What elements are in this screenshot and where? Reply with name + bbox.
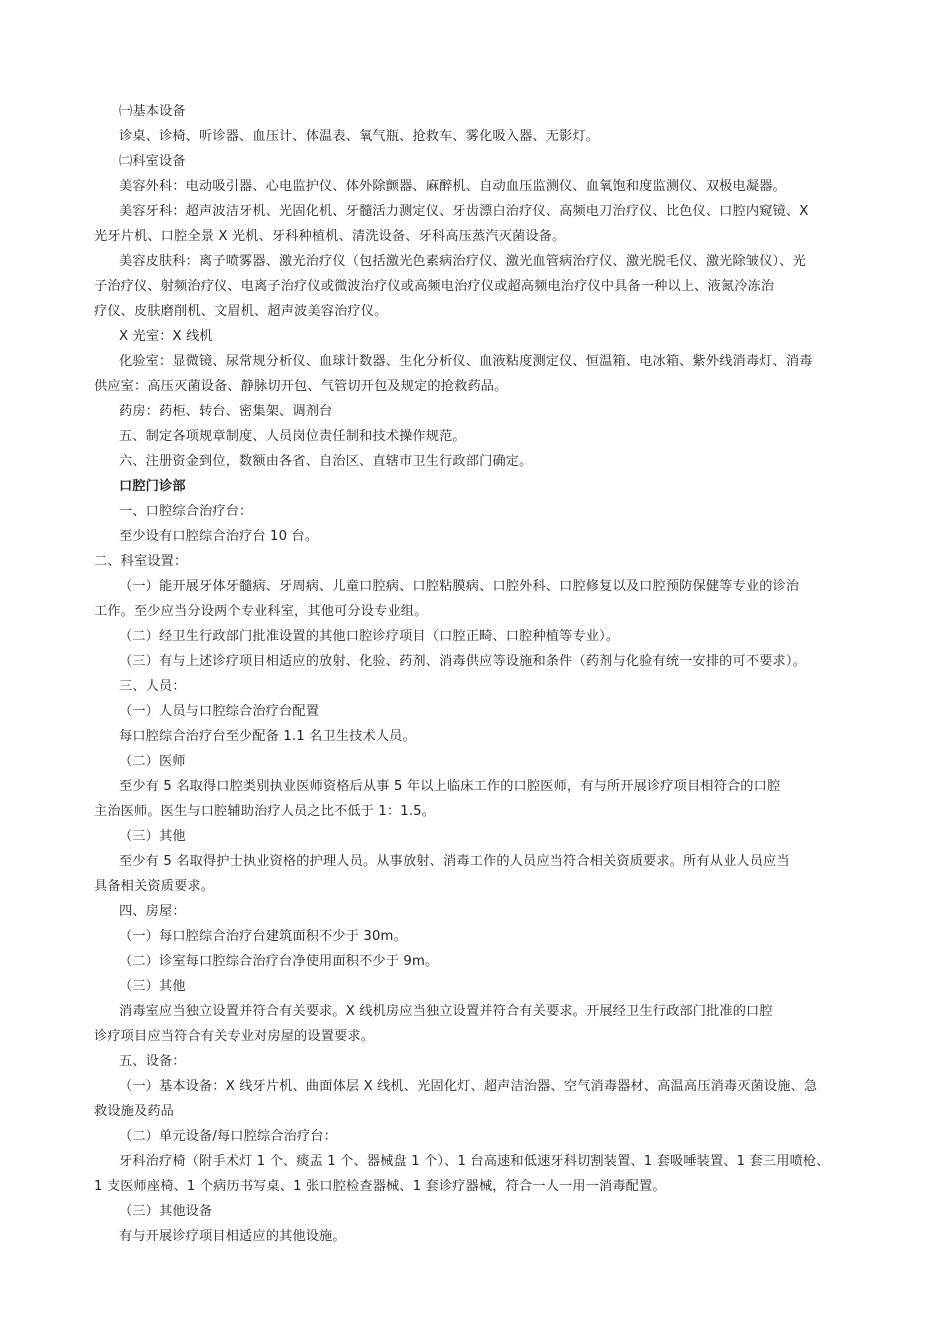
section-heading: 口腔门诊部 <box>119 479 186 494</box>
text-line: （三）其他 <box>119 829 186 844</box>
text-line: 药房：药柜、转台、密集架、调剂台 <box>119 404 333 419</box>
text-line: （一）每口腔综合治疗台建筑面积不少于 30m。 <box>119 929 407 944</box>
text-line: 光牙片机、口腔全景 X 光机、牙科种植机、清洗设备、牙科高压蒸汽灭菌设备。 <box>94 229 566 244</box>
text-line: 二、科室设置： <box>94 554 188 569</box>
text-line: 工作。至少应当分设两个专业科室，其他可分设专业组。 <box>94 604 428 619</box>
text-line: 诊桌、诊椅、听诊器、血压计、体温表、氧气瓶、抢救车、雾化吸入器、无影灯。 <box>119 129 600 144</box>
text-line: 救设施及药品 <box>94 1104 175 1119</box>
text-line: 五、设备： <box>119 1054 186 1069</box>
text-line: （二）医师 <box>119 754 186 769</box>
text-line: 牙科治疗椅（附手术灯 1 个、痰盂 1 个、器械盘 1 个）、1 台高速和低速牙科切割装置、1 套吸唾装置、1 套三用喷枪、 <box>119 1154 830 1169</box>
text-line: 化验室：显微镜、尿常规分析仪、血球计数器、生化分析仪、血液粘度测定仪、恒温箱、电冰箱、紫外线消毒灯、消毒 <box>119 354 813 369</box>
text-line: 供应室：高压灭菌设备、静脉切开包、气管切开包及规定的抢救药品。 <box>94 379 508 394</box>
text-line: （二）单元设备/每口腔综合治疗台： <box>119 1129 337 1144</box>
text-line: ㈠基本设备 <box>119 104 186 119</box>
text-line: 主治医师。医生与口腔辅助治疗人员之比不低于 1：1.5。 <box>94 804 436 819</box>
text-line: 有与开展诊疗项目相适应的其他设施。 <box>119 1229 346 1244</box>
text-line: 四、房屋： <box>119 904 186 919</box>
text-line: 至少设有口腔综合治疗台 10 台。 <box>119 529 319 544</box>
text-line: 三、人员： <box>119 679 186 694</box>
text-line: 疗仪、皮肤磨削机、文眉机、超声波美容治疗仪。 <box>94 304 388 319</box>
text-line: （三）其他设备 <box>119 1204 213 1219</box>
text-line: （二）诊室每口腔综合治疗台净使用面积不少于 9m。 <box>119 954 439 969</box>
text-line: （一）基本设备：X 线牙片机、曲面体层 X 线机、光固化灯、超声洁治器、空气消毒器材、高温高压消毒灭菌设施、急 <box>119 1079 818 1094</box>
text-line: （一）人员与口腔综合治疗台配置 <box>119 704 320 719</box>
text-line: 诊疗项目应当符合有关专业对房屋的设置要求。 <box>94 1029 375 1044</box>
text-line: 至少有 5 名取得护士执业资格的护理人员。从事放射、消毒工作的人员应当符合相关资质要求。所有从业人员应当 <box>119 854 790 869</box>
text-line: 至少有 5 名取得口腔类别执业医师资格后从事 5 年以上临床工作的口腔医师，有与所开展诊疗项目相符合的口腔 <box>119 779 781 794</box>
text-line: 美容牙科：超声波洁牙机、光固化机、牙髓活力测定仪、牙齿漂白治疗仪、高频电刀治疗仪、比色仪、口腔内窥镜、X <box>119 204 809 219</box>
text-line: 美容皮肤科：离子喷雾器、激光治疗仪（包括激光色素病治疗仪、激光血管病治疗仪、激光脱毛仪、激光除皱仪）、光 <box>119 254 806 269</box>
text-line: （二）经卫生行政部门批准设置的其他口腔诊疗项目（口腔正畸、口腔种植等专业）。 <box>119 629 620 644</box>
text-line: （一）能开展牙体牙髓病、牙周病、儿童口腔病、口腔粘膜病、口腔外科、口腔修复以及口腔预防保健等专业的诊治 <box>119 579 800 594</box>
text-line: 六、注册资金到位，数额由各省、自治区、直辖市卫生行政部门确定。 <box>119 454 533 469</box>
text-line: 五、制定各项规章制度、人员岗位责任制和技术操作规范。 <box>119 429 466 444</box>
text-line: 每口腔综合治疗台至少配备 1.1 名卫生技术人员。 <box>119 729 416 744</box>
text-line: X 光室：X 线机 <box>119 329 213 344</box>
text-line: ㈡科室设备 <box>119 154 186 169</box>
text-line: （三）有与上述诊疗项目相适应的放射、化验、药剂、消毒供应等设施和条件（药剂与化验有统一安排的可不要求）。 <box>119 654 806 669</box>
text-line: 消毒室应当独立设置并符合有关要求。X 线机房应当独立设置并符合有关要求。开展经卫生行政部门批准的口腔 <box>119 1004 773 1019</box>
text-line: 子治疗仪、射频治疗仪、电离子治疗仪或微波治疗仪或高频电治疗仪或超高频电治疗仪中具备一种以上、液氮冷冻治 <box>94 279 775 294</box>
text-line: 美容外科：电动吸引器、心电监护仪、体外除颤器、麻醉机、自动血压监测仪、血氧饱和度监测仪、双极电凝器。 <box>119 179 786 194</box>
text-line: 1 支医师座椅、1 个病历书写桌、1 张口腔检查器械、1 套诊疗器械，符合一人一用一消毒配置。 <box>94 1179 666 1194</box>
text-line: 具备相关资质要求。 <box>94 879 215 894</box>
text-line: （三）其他 <box>119 979 186 994</box>
text-line: 一、口腔综合治疗台： <box>119 504 253 519</box>
